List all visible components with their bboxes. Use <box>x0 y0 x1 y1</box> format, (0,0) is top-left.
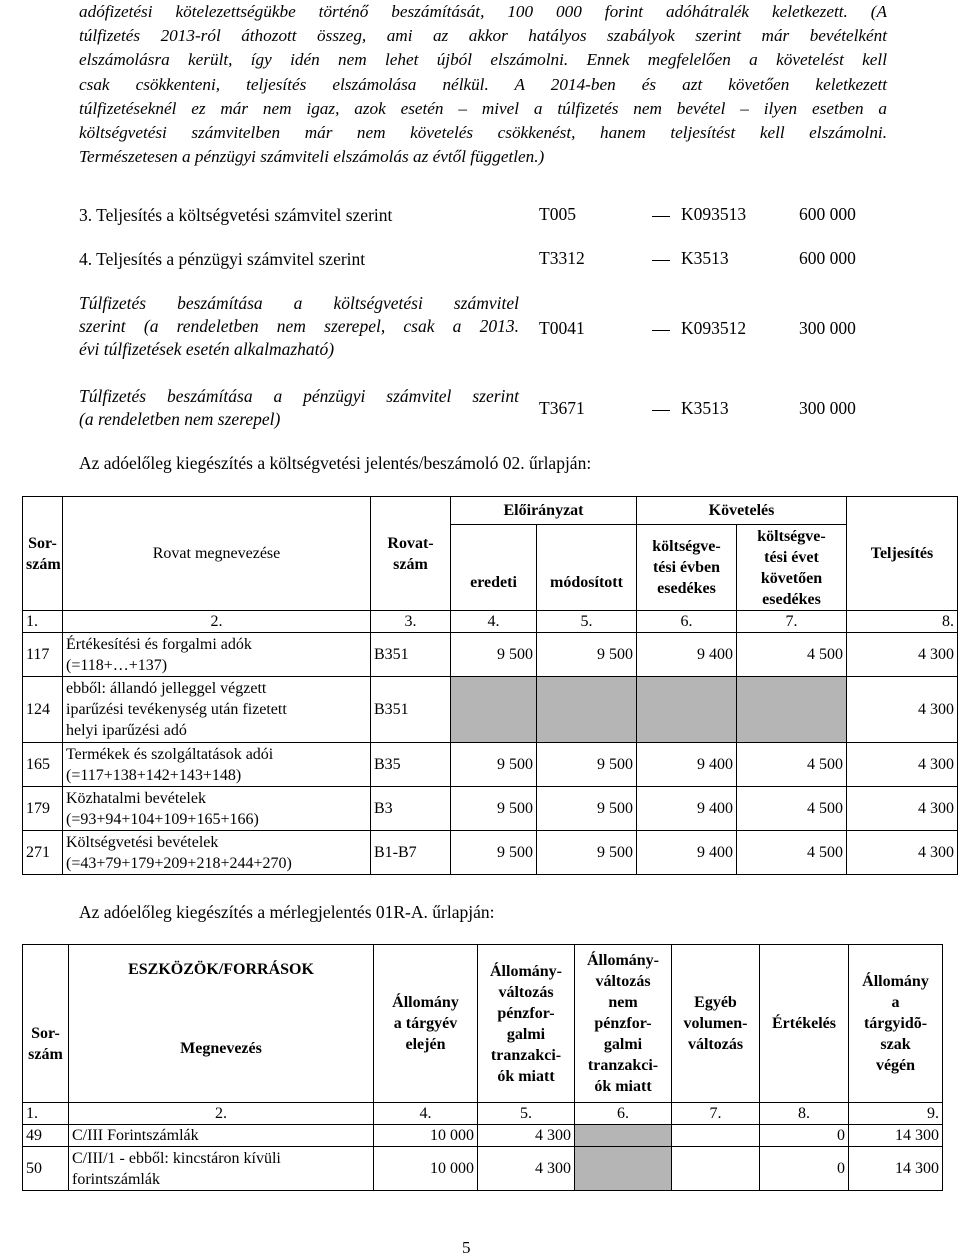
header-eszkozok-forrasok <box>69 945 374 1103</box>
paragraph-line: adófizetési kötelezettségükbe történő beszámítását, 100 000 forint adóhátralék keletkezett. (A <box>79 2 887 21</box>
header-koveteles: Követelés <box>637 497 847 525</box>
row-ertekeles: 0 <box>760 1147 849 1191</box>
column-number: 8. <box>760 1103 849 1125</box>
row-modositott: 9 500 <box>537 787 637 831</box>
header-rovat-megnevezese: Rovat megnevezése <box>63 497 371 611</box>
row-penzforgalmi: 4 300 <box>478 1147 575 1191</box>
budget-report-table <box>22 496 958 875</box>
header-allomany-elejen: Állomány a tárgyév elején <box>374 945 478 1103</box>
row-code: B351 <box>371 677 451 743</box>
header-eszkozok: ESZKÖZÖK/FORRÁSOK <box>128 961 314 978</box>
header-koltsegvetesi-evet-koveto: költségve- tési évet követően esedékes <box>737 525 847 611</box>
header-sorszam: Sor- szám <box>23 945 69 1103</box>
header-sorszam: Sor- szám <box>23 497 63 611</box>
paragraph-line: Természetesen a pénzügyi számviteli elszámolás az évtől független.) <box>79 147 545 167</box>
row-evben: 9 400 <box>637 743 737 787</box>
paragraph-line: költségvetési számvitelben már nem követelés csökkenést, hanem teljesítést kell elszámolni. <box>79 123 887 143</box>
row-egyeb <box>672 1125 760 1147</box>
row-eredeti <box>451 677 537 743</box>
column-number: 4. <box>374 1103 478 1125</box>
entry-debit: T3312 <box>539 248 585 268</box>
entry-label: 3. Teljesítés a költségvetési számvitel szerint <box>79 205 393 225</box>
row-number: 179 <box>23 787 63 831</box>
row-code: B1-B7 <box>371 831 451 875</box>
row-teljesites: 4 300 <box>847 743 958 787</box>
column-number: 5. <box>537 611 637 633</box>
row-teljesites: 4 300 <box>847 831 958 875</box>
entry-credit: K093512 <box>681 318 747 338</box>
table-row <box>23 1125 943 1147</box>
entry-label: (a rendeletben nem szerepel) <box>79 409 281 429</box>
entry-amount: 300 000 <box>799 398 856 418</box>
row-code: B35 <box>371 743 451 787</box>
column-number: 3. <box>371 611 451 633</box>
row-modositott <box>537 677 637 743</box>
row-evben <box>637 677 737 743</box>
row-name: C/III Forintszámlák <box>69 1125 374 1147</box>
row-teljesites: 4 300 <box>847 633 958 677</box>
caption-budget-report: Az adóelőleg kiegészítés a költségvetési jelentés/beszámoló 02. űrlapján: <box>79 453 592 473</box>
row-code: B351 <box>371 633 451 677</box>
row-allomany-elejen: 10 000 <box>374 1147 478 1191</box>
row-modositott: 9 500 <box>537 633 637 677</box>
paragraph-line: túlfizetéseknél ez már nem igaz, azok esetén – mivel a túlfizetés nem bevétel – ilyen esetben a <box>79 98 887 118</box>
row-evben: 9 400 <box>637 633 737 677</box>
column-number: 8. <box>847 611 958 633</box>
column-number: 9. <box>849 1103 943 1125</box>
entry-amount: 600 000 <box>799 204 856 224</box>
header-valtozas-penzforgalmi: Állomány- változás pénzfor- galmi tranzakci- ók miatt <box>478 945 575 1103</box>
row-eredeti: 9 500 <box>451 743 537 787</box>
row-evet: 4 500 <box>737 633 847 677</box>
row-ertekeles: 0 <box>760 1125 849 1147</box>
table-row <box>23 787 958 831</box>
entry-label: szerint (a rendeletben nem szerepel, csak a 2013. <box>79 316 519 336</box>
page-number: 5 <box>462 1238 471 1257</box>
header-teljesites: Teljesítés <box>847 497 958 611</box>
header-modositott: módosított <box>537 525 637 611</box>
entry-debit: T3671 <box>539 398 585 418</box>
entry-label: Túlfizetés beszámítása a költségvetési számvitel <box>79 293 519 313</box>
row-number: 271 <box>23 831 63 875</box>
row-eredeti: 9 500 <box>451 831 537 875</box>
row-name: ebből: állandó jelleggel végzett iparűzési tevékenység után fizetett helyi iparűzési adó <box>63 677 371 743</box>
header-koltsegvetesi-evben: költségve- tési évben esedékes <box>637 525 737 611</box>
entry-debit: T005 <box>539 204 576 224</box>
header-valtozas-nem-penzforgalmi: Állomány- változás nem pénzfor- galmi tranzakci- ók miatt <box>575 945 672 1103</box>
row-egyeb <box>672 1147 760 1191</box>
entry-label: Túlfizetés beszámítása a pénzügyi számvitel szerint <box>79 386 519 406</box>
row-evet: 4 500 <box>737 787 847 831</box>
row-number: 50 <box>23 1147 69 1191</box>
column-number: 6. <box>575 1103 672 1125</box>
column-number: 2. <box>69 1103 374 1125</box>
header-egyeb-volumenvaltozas: Egyéb volumen- változás <box>672 945 760 1103</box>
header-rovatszam: Rovat- szám <box>371 497 451 611</box>
column-number: 7. <box>737 611 847 633</box>
entry-debit: T0041 <box>539 318 585 338</box>
explanation-paragraph <box>79 0 887 169</box>
row-eredeti: 9 500 <box>451 787 537 831</box>
header-eloiranyzat: Előirányzat <box>451 497 637 525</box>
paragraph-line: csak csökkenteni, teljesítés elszámolása nélkül. A 2014-ben és azt követően keletkezett <box>79 74 887 94</box>
row-nem-penzforgalmi <box>575 1125 672 1147</box>
column-number: 4. <box>451 611 537 633</box>
entry-label: 4. Teljesítés a pénzügyi számvitel szerint <box>79 249 366 269</box>
row-eredeti: 9 500 <box>451 633 537 677</box>
entry-label: évi túlfizetések esetén alkalmazható) <box>79 339 335 359</box>
table-row <box>23 1147 943 1191</box>
row-penzforgalmi: 4 300 <box>478 1125 575 1147</box>
table-row <box>23 633 958 677</box>
paragraph-line: túlfizetés 2013-ról áthozott összeg, ami az akkor hatályos szabályok szerint már bevételként <box>79 26 887 46</box>
row-teljesites: 4 300 <box>847 787 958 831</box>
row-teljesites: 4 300 <box>847 677 958 743</box>
header-megnevezes: Megnevezés <box>180 1040 262 1057</box>
row-modositott: 9 500 <box>537 831 637 875</box>
row-number: 165 <box>23 743 63 787</box>
row-name: Értékesítési és forgalmi adók (=118+…+137) <box>63 633 371 677</box>
table-row <box>23 743 958 787</box>
column-number: 1. <box>23 611 63 633</box>
column-number: 7. <box>672 1103 760 1125</box>
row-name: Közhatalmi bevételek (=93+94+104+109+165+166) <box>63 787 371 831</box>
row-name: Költségvetési bevételek (=43+79+179+209+218+244+270) <box>63 831 371 875</box>
column-number: 6. <box>637 611 737 633</box>
column-number: 5. <box>478 1103 575 1125</box>
header-eredeti: eredeti <box>451 525 537 611</box>
entry-credit: K3513 <box>681 398 729 418</box>
row-number: 117 <box>23 633 63 677</box>
row-name: C/III/1 - ebből: kincstáron kívüli forintszámlák <box>69 1147 374 1191</box>
header-allomany-vegen: Állomány a tárgyidõ- szak végén <box>849 945 943 1103</box>
row-number: 124 <box>23 677 63 743</box>
row-evben: 9 400 <box>637 787 737 831</box>
entry-dash <box>652 330 670 331</box>
entry-dash <box>652 410 670 411</box>
row-allomany-vegen: 14 300 <box>849 1147 943 1191</box>
row-evben: 9 400 <box>637 831 737 875</box>
row-allomany-vegen: 14 300 <box>849 1125 943 1147</box>
row-evet <box>737 677 847 743</box>
row-name: Termékek és szolgáltatások adói (=117+138+142+143+148) <box>63 743 371 787</box>
header-ertekeles: Értékelés <box>760 945 849 1103</box>
entry-dash <box>652 216 670 217</box>
entry-amount: 600 000 <box>799 248 856 268</box>
entry-credit: K093513 <box>681 204 747 224</box>
entry-amount: 300 000 <box>799 318 856 338</box>
row-nem-penzforgalmi <box>575 1147 672 1191</box>
entry-dash <box>652 260 670 261</box>
caption-balance-sheet: Az adóelőleg kiegészítés a mérlegjelentés 01R-A. űrlapján: <box>79 902 495 922</box>
table-row <box>23 677 958 743</box>
row-number: 49 <box>23 1125 69 1147</box>
table-row <box>23 831 958 875</box>
balance-sheet-table <box>22 944 943 1191</box>
entry-credit: K3513 <box>681 248 729 268</box>
column-number: 2. <box>63 611 371 633</box>
column-number: 1. <box>23 1103 69 1125</box>
row-evet: 4 500 <box>737 743 847 787</box>
row-code: B3 <box>371 787 451 831</box>
paragraph-line: elszámolásra került, így idén nem lehet újból elszámolni. Ennek megfelelően a követelést kell <box>79 50 887 70</box>
row-modositott: 9 500 <box>537 743 637 787</box>
row-evet: 4 500 <box>737 831 847 875</box>
row-allomany-elejen: 10 000 <box>374 1125 478 1147</box>
